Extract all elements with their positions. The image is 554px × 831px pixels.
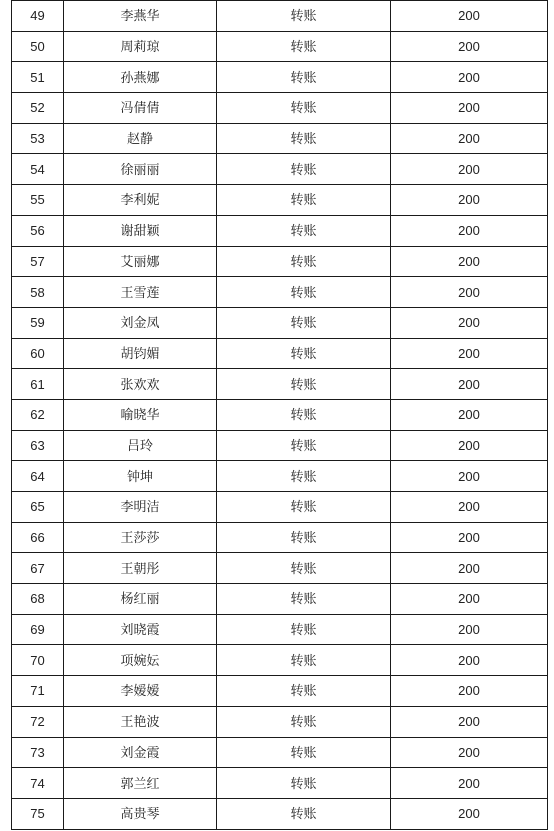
row-number-cell[interactable]: 65 (12, 492, 64, 523)
payment-method-cell[interactable]: 转账 (217, 62, 391, 93)
row-number-cell[interactable]: 69 (12, 614, 64, 645)
table-row (12, 522, 548, 553)
amount-cell[interactable]: 200 (391, 399, 548, 430)
payment-method-cell[interactable]: 转账 (217, 338, 391, 369)
row-number-cell[interactable]: 58 (12, 277, 64, 308)
row-number-cell[interactable]: 59 (12, 307, 64, 338)
table-row (12, 277, 548, 308)
amount-cell[interactable]: 200 (391, 62, 548, 93)
amount-cell[interactable]: 200 (391, 614, 548, 645)
table-row (12, 676, 548, 707)
name-cell[interactable]: 李嫒嫒 (64, 676, 217, 707)
payment-method-cell[interactable]: 转账 (217, 246, 391, 277)
table-row (12, 93, 548, 124)
payment-method-cell[interactable]: 转账 (217, 553, 391, 584)
row-number-cell[interactable]: 55 (12, 185, 64, 216)
amount-cell[interactable]: 200 (391, 185, 548, 216)
name-cell[interactable]: 李明洁 (64, 492, 217, 523)
row-number-cell[interactable]: 49 (12, 1, 64, 32)
row-number-cell[interactable]: 51 (12, 62, 64, 93)
name-cell[interactable]: 杨红丽 (64, 584, 217, 615)
amount-cell[interactable]: 200 (391, 277, 548, 308)
row-number-cell[interactable]: 68 (12, 584, 64, 615)
amount-cell[interactable]: 200 (391, 737, 548, 768)
row-number-cell[interactable]: 57 (12, 246, 64, 277)
amount-cell[interactable]: 200 (391, 31, 548, 62)
table-row (12, 768, 548, 799)
table-row (12, 798, 548, 829)
name-cell[interactable]: 钟坤 (64, 461, 217, 492)
amount-cell[interactable]: 200 (391, 154, 548, 185)
payment-method-cell[interactable]: 转账 (217, 307, 391, 338)
name-cell[interactable]: 高贵琴 (64, 798, 217, 829)
row-number-cell[interactable]: 54 (12, 154, 64, 185)
row-number-cell[interactable]: 67 (12, 553, 64, 584)
name-cell[interactable]: 赵静 (64, 123, 217, 154)
amount-cell[interactable]: 200 (391, 553, 548, 584)
payment-method-cell[interactable]: 转账 (217, 737, 391, 768)
payment-method-cell[interactable]: 转账 (217, 93, 391, 124)
row-number-cell[interactable]: 60 (12, 338, 64, 369)
amount-cell[interactable]: 200 (391, 522, 548, 553)
row-number-cell[interactable]: 50 (12, 31, 64, 62)
payment-method-cell[interactable]: 转账 (217, 706, 391, 737)
payment-method-cell[interactable]: 转账 (217, 522, 391, 553)
name-cell[interactable]: 周莉琼 (64, 31, 217, 62)
row-number-cell[interactable]: 74 (12, 768, 64, 799)
name-cell[interactable]: 王雪莲 (64, 277, 217, 308)
amount-cell[interactable]: 200 (391, 430, 548, 461)
table-row (12, 154, 548, 185)
table-row (12, 584, 548, 615)
table-row (12, 307, 548, 338)
payment-method-cell[interactable]: 转账 (217, 614, 391, 645)
amount-cell[interactable]: 200 (391, 123, 548, 154)
table-row (12, 614, 548, 645)
name-cell[interactable]: 孙燕娜 (64, 62, 217, 93)
table-row (12, 553, 548, 584)
row-number-cell[interactable]: 73 (12, 737, 64, 768)
payment-method-cell[interactable]: 转账 (217, 185, 391, 216)
name-cell[interactable]: 项婉妘 (64, 645, 217, 676)
name-cell[interactable]: 刘晓霞 (64, 614, 217, 645)
row-number-cell[interactable]: 72 (12, 706, 64, 737)
amount-cell[interactable]: 200 (391, 492, 548, 523)
row-number-cell[interactable]: 56 (12, 215, 64, 246)
amount-cell[interactable]: 200 (391, 768, 548, 799)
name-cell[interactable]: 喻晓华 (64, 399, 217, 430)
name-cell[interactable]: 王艳波 (64, 706, 217, 737)
name-cell[interactable]: 李利妮 (64, 185, 217, 216)
row-number-cell[interactable]: 62 (12, 399, 64, 430)
payment-method-cell[interactable]: 转账 (217, 31, 391, 62)
table-row (12, 62, 548, 93)
payment-method-cell[interactable]: 转账 (217, 645, 391, 676)
row-number-cell[interactable]: 70 (12, 645, 64, 676)
table-row (12, 31, 548, 62)
name-cell[interactable]: 张欢欢 (64, 369, 217, 400)
payment-method-cell[interactable]: 转账 (217, 430, 391, 461)
table-row (12, 706, 548, 737)
amount-cell[interactable]: 200 (391, 1, 548, 32)
table-row (12, 461, 548, 492)
payment-method-cell[interactable]: 转账 (217, 1, 391, 32)
name-cell[interactable]: 冯倩倩 (64, 93, 217, 124)
row-number-cell[interactable]: 63 (12, 430, 64, 461)
amount-cell[interactable]: 200 (391, 93, 548, 124)
name-cell[interactable]: 郭兰红 (64, 768, 217, 799)
payment-method-cell[interactable]: 转账 (217, 676, 391, 707)
row-number-cell[interactable]: 66 (12, 522, 64, 553)
table-row (12, 1, 548, 32)
payment-method-cell[interactable]: 转账 (217, 584, 391, 615)
name-cell[interactable]: 吕玲 (64, 430, 217, 461)
payment-method-cell[interactable]: 转账 (217, 798, 391, 829)
table-row (12, 338, 548, 369)
row-number-cell[interactable]: 64 (12, 461, 64, 492)
payment-method-cell[interactable]: 转账 (217, 369, 391, 400)
amount-cell[interactable]: 200 (391, 798, 548, 829)
amount-cell[interactable]: 200 (391, 215, 548, 246)
table-row (12, 369, 548, 400)
amount-cell[interactable]: 200 (391, 706, 548, 737)
table-row (12, 645, 548, 676)
name-cell[interactable]: 谢甜颖 (64, 215, 217, 246)
table-row (12, 399, 548, 430)
payment-method-cell[interactable]: 转账 (217, 154, 391, 185)
name-cell[interactable]: 王朝彤 (64, 553, 217, 584)
name-cell[interactable]: 李燕华 (64, 1, 217, 32)
amount-cell[interactable]: 200 (391, 645, 548, 676)
amount-cell[interactable]: 200 (391, 246, 548, 277)
amount-cell[interactable]: 200 (391, 307, 548, 338)
payment-method-cell[interactable]: 转账 (217, 399, 391, 430)
name-cell[interactable]: 徐丽丽 (64, 154, 217, 185)
table-row (12, 430, 548, 461)
amount-cell[interactable]: 200 (391, 369, 548, 400)
amount-cell[interactable]: 200 (391, 584, 548, 615)
name-cell[interactable]: 刘金凤 (64, 307, 217, 338)
name-cell[interactable]: 胡钧媚 (64, 338, 217, 369)
row-number-cell[interactable]: 75 (12, 798, 64, 829)
row-number-cell[interactable]: 52 (12, 93, 64, 124)
payment-method-cell[interactable]: 转账 (217, 123, 391, 154)
table-row (12, 123, 548, 154)
payment-method-cell[interactable]: 转账 (217, 768, 391, 799)
table-row (12, 215, 548, 246)
table-row (12, 737, 548, 768)
payment-method-cell[interactable]: 转账 (217, 215, 391, 246)
amount-cell[interactable]: 200 (391, 338, 548, 369)
donation-table (11, 0, 548, 830)
table-row (12, 185, 548, 216)
row-number-cell[interactable]: 61 (12, 369, 64, 400)
table-row (12, 492, 548, 523)
amount-cell[interactable]: 200 (391, 461, 548, 492)
name-cell[interactable]: 艾丽娜 (64, 246, 217, 277)
table-body (12, 1, 548, 830)
amount-cell[interactable]: 200 (391, 676, 548, 707)
payment-method-cell[interactable]: 转账 (217, 277, 391, 308)
name-cell[interactable]: 王莎莎 (64, 522, 217, 553)
payment-method-cell[interactable]: 转账 (217, 492, 391, 523)
table-row (12, 246, 548, 277)
name-cell[interactable]: 刘金霞 (64, 737, 217, 768)
row-number-cell[interactable]: 53 (12, 123, 64, 154)
row-number-cell[interactable]: 71 (12, 676, 64, 707)
payment-method-cell[interactable]: 转账 (217, 461, 391, 492)
